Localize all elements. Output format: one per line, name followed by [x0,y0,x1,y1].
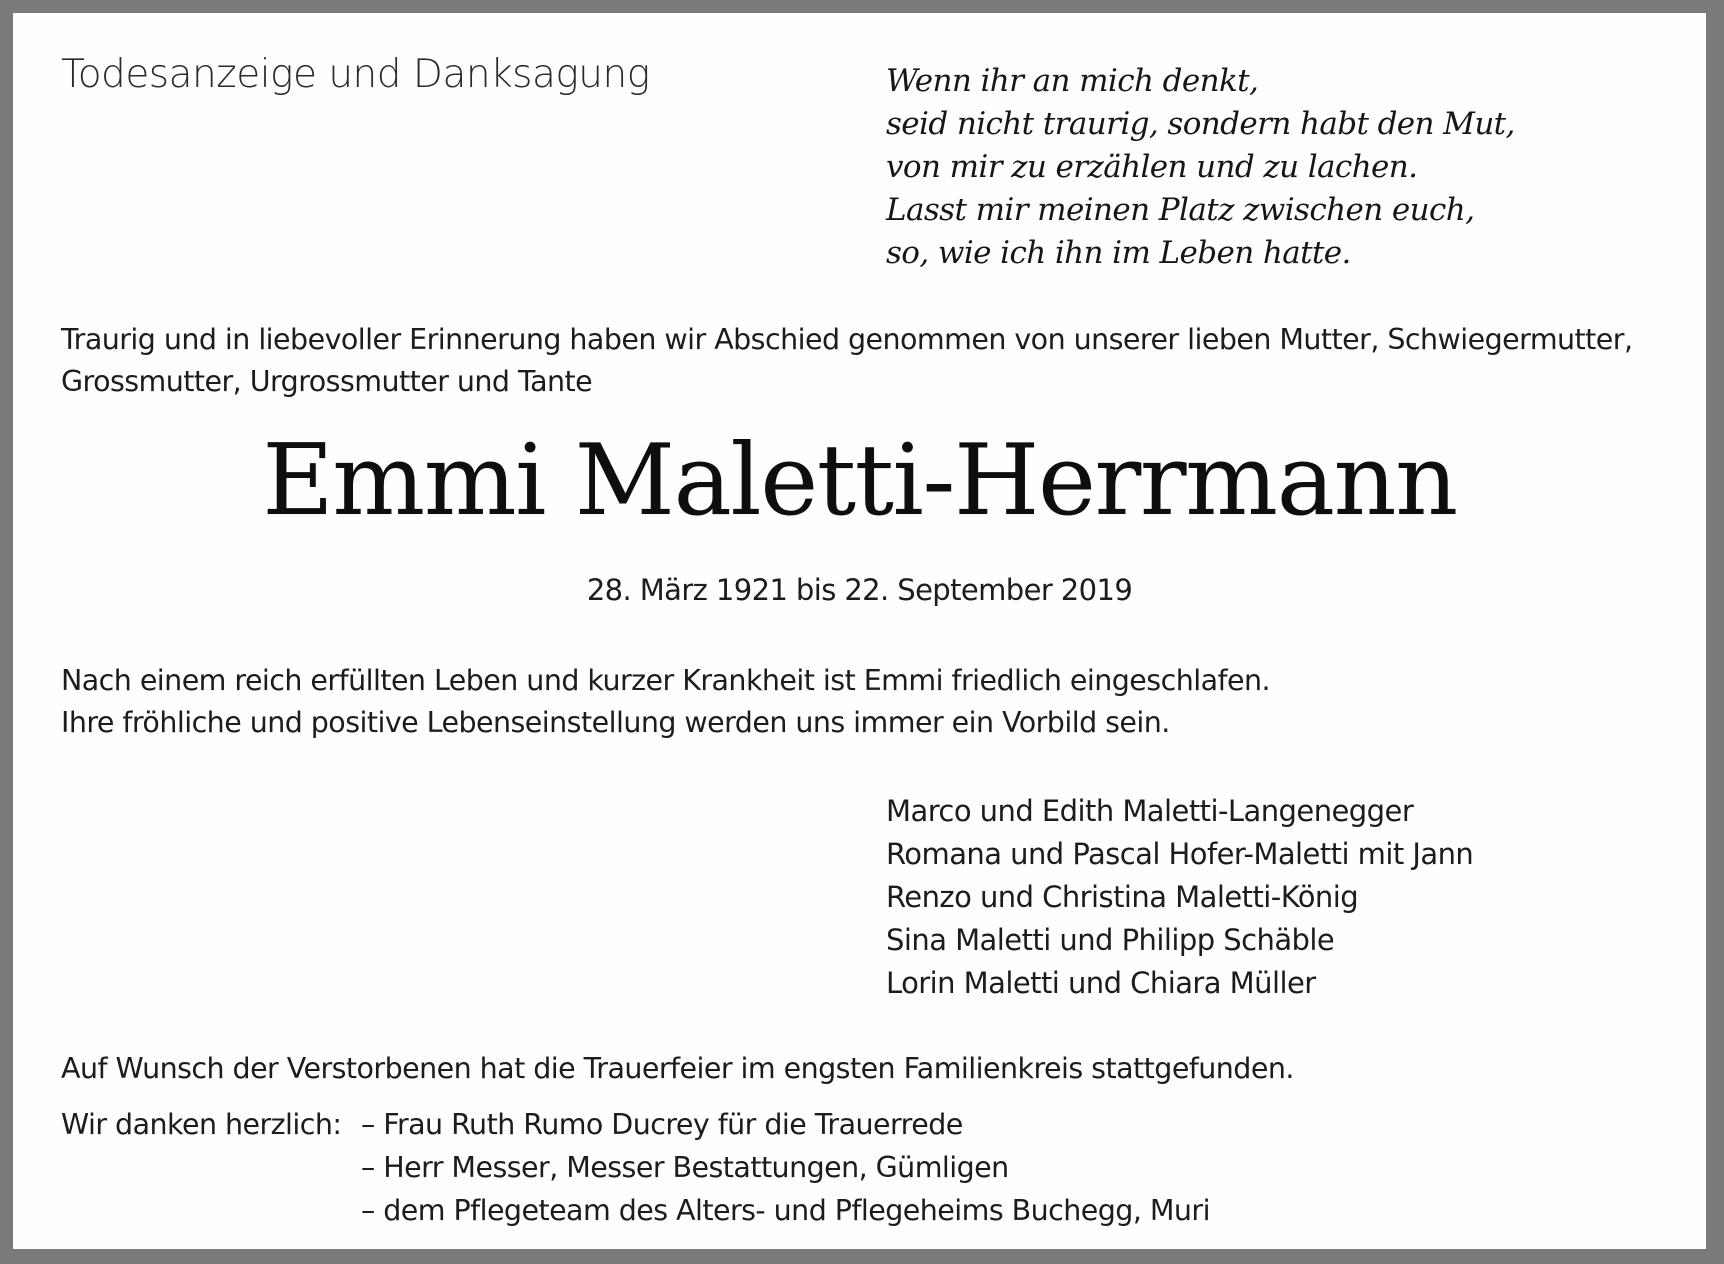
poem-line: Wenn ihr an mich denkt, [886,63,1259,99]
deceased-name: Emmi Maletti-Herrmann [262,424,1457,538]
family-member: Romana und Pascal Hofer-Maletti mit Jann [886,837,1474,871]
thanks-item: – Herr Messer, Messer Bestattungen, Gümligen [361,1151,1009,1184]
family-member: Renzo und Christina Maletti-König [886,880,1359,914]
family-list [886,790,1473,1005]
family-member: Marco und Edith Maletti-Langenegger [886,794,1414,828]
intro-line: Traurig und in liebevoller Erinnerung haben wir Abschied genommen von unserer lieben Mutter, Schwiegermutter, [61,323,1633,356]
page-title: Todesanzeige und Danksagung [61,52,650,97]
poem-line: seid nicht traurig, sondern habt den Mut, [886,106,1515,142]
poem-line: von mir zu erzählen und zu lachen. [886,149,1418,185]
poem-line: Lasst mir meinen Platz zwischen euch, [886,192,1475,228]
intro-text [61,319,1632,403]
family-member: Lorin Maletti und Chiara Müller [886,966,1316,1000]
intro-line: Grossmutter, Urgrossmutter und Tante [61,365,593,398]
family-member: Sina Maletti und Philipp Schäble [886,923,1335,957]
thanks-list [361,1103,1210,1232]
message-text [61,660,1270,744]
message-line: Nach einem reich erfüllten Leben und kurzer Krankheit ist Emmi friedlich eingeschlafen. [61,664,1270,697]
closing-text: Auf Wunsch der Verstorbenen hat die Trauerfeier im engsten Familienkreis stattgefunden. [61,1052,1294,1085]
thanks-label: Wir danken herzlich: [61,1108,342,1141]
life-dates: 28. März 1921 bis 22. September 2019 [586,573,1133,607]
poem [886,60,1515,275]
thanks-item: – dem Pflegeteam des Alters- und Pflegeheims Buchegg, Muri [361,1194,1210,1227]
obituary-page [13,13,1706,1249]
thanks-item: – Frau Ruth Rumo Ducrey für die Trauerrede [361,1108,963,1141]
message-line: Ihre fröhliche und positive Lebenseinstellung werden uns immer ein Vorbild sein. [61,706,1170,739]
poem-line: so, wie ich ihn im Leben hatte. [886,235,1351,271]
